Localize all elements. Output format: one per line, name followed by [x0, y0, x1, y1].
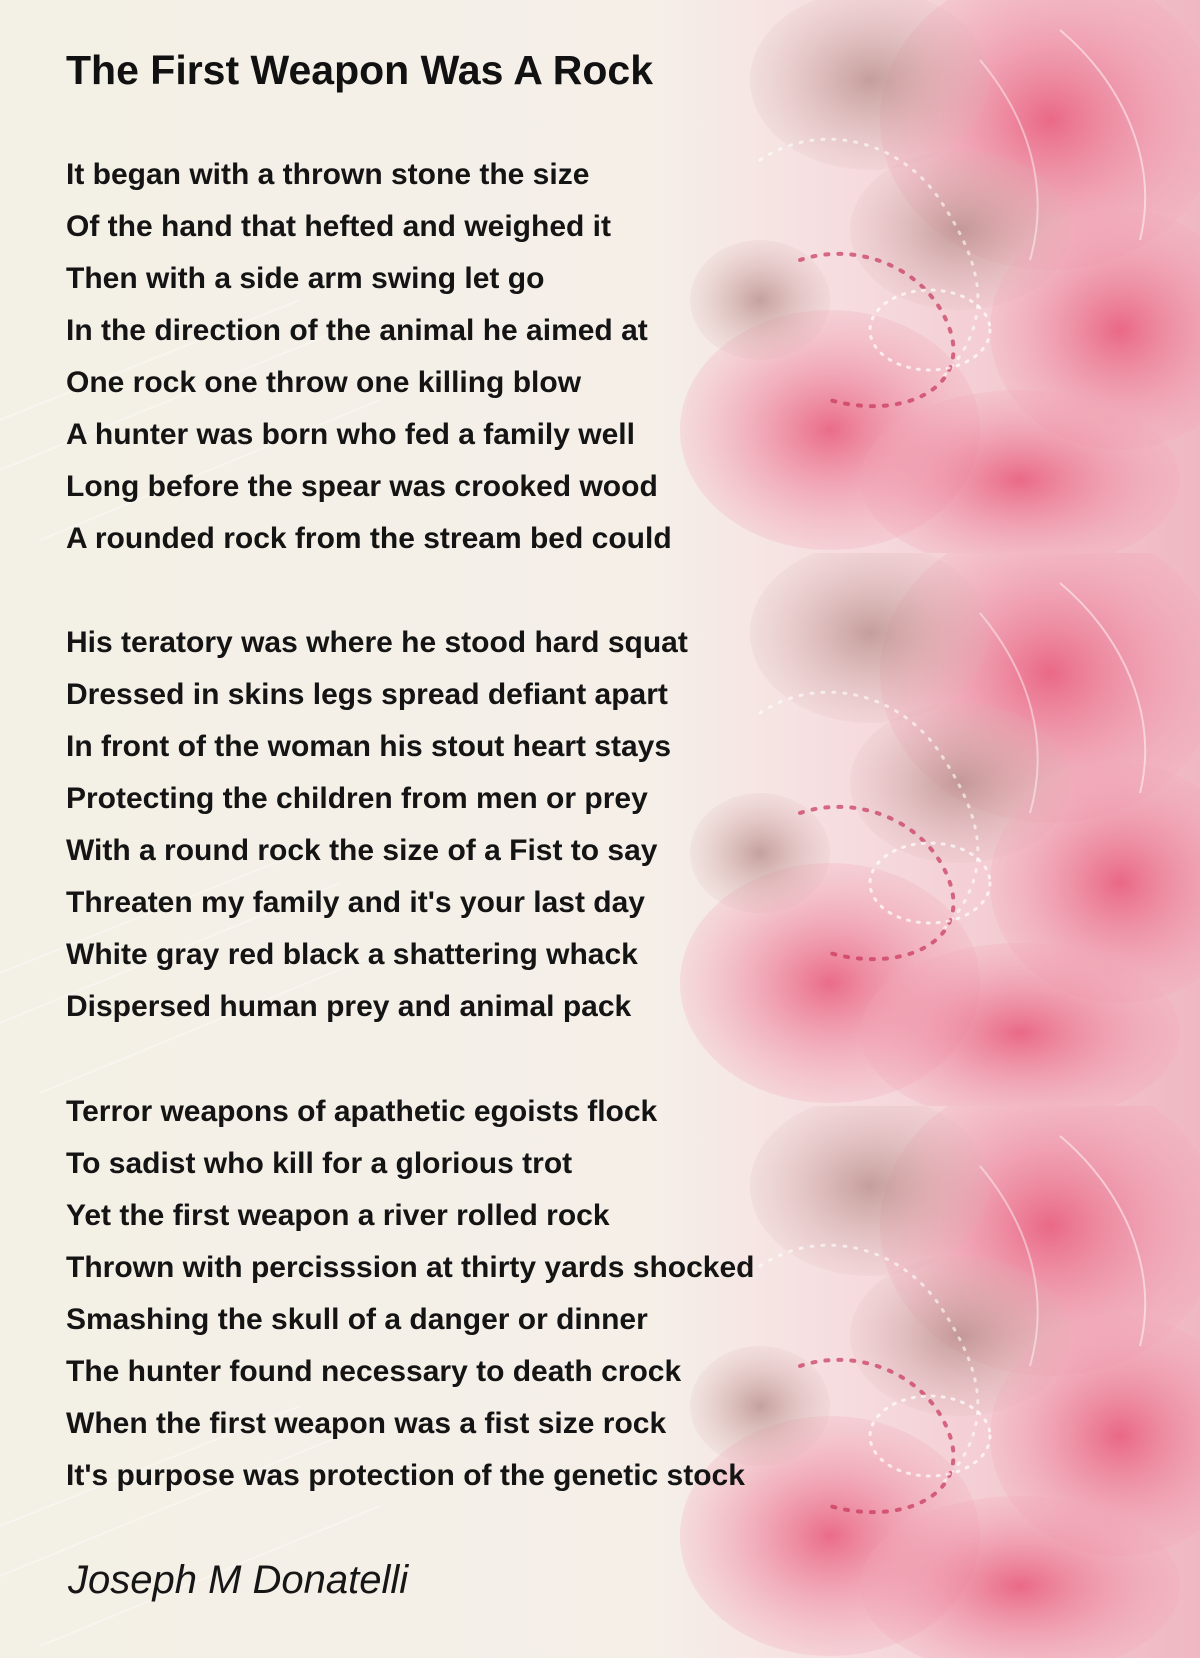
poem-line: When the first weapon was a fist size rock	[66, 1407, 667, 1440]
poem-line: Dressed in skins legs spread defiant apart	[66, 678, 668, 711]
poem-line: To sadist who kill for a glorious trot	[66, 1147, 573, 1180]
poem-line: Terror weapons of apathetic egoists flock	[66, 1095, 658, 1128]
poem-title: The First Weapon Was A Rock	[66, 47, 653, 93]
poem-line: A hunter was born who fed a family well	[66, 418, 635, 451]
poem-line: Smashing the skull of a danger or dinner	[66, 1303, 648, 1336]
stanza-3	[66, 1086, 755, 1502]
poem-line: White gray red black a shattering whack	[66, 938, 638, 971]
poem-author: Joseph M Donatelli	[68, 1558, 409, 1602]
poem-line: Yet the first weapon a river rolled rock	[66, 1199, 610, 1232]
poem-line: His teratory was where he stood hard squat	[66, 626, 688, 659]
poem-line: One rock one throw one killing blow	[66, 366, 582, 399]
poem-line: A rounded rock from the stream bed could	[66, 522, 672, 555]
stanza-1	[66, 149, 672, 565]
poem-line: The hunter found necessary to death crock	[66, 1355, 682, 1388]
poem-line: Then with a side arm swing let go	[66, 262, 545, 295]
poem-line: In front of the woman his stout heart stays	[66, 730, 672, 763]
stanza-2	[66, 617, 688, 1033]
poem-line: It began with a thrown stone the size	[66, 158, 590, 191]
poem-line: Protecting the children from men or prey	[66, 782, 648, 815]
poem-line: Of the hand that hefted and weighed it	[66, 210, 611, 243]
poem-line: Thrown with percisssion at thirty yards shocked	[66, 1251, 755, 1284]
poem-line: Threaten my family and it's your last day	[66, 886, 645, 919]
poem-line: With a round rock the size of a Fist to say	[66, 834, 658, 867]
poem-line: In the direction of the animal he aimed at	[66, 314, 648, 347]
poem-line: It's purpose was protection of the genetic stock	[66, 1459, 745, 1492]
poem-line: Long before the spear was crooked wood	[66, 470, 658, 503]
poem-line: Dispersed human prey and animal pack	[66, 990, 632, 1023]
